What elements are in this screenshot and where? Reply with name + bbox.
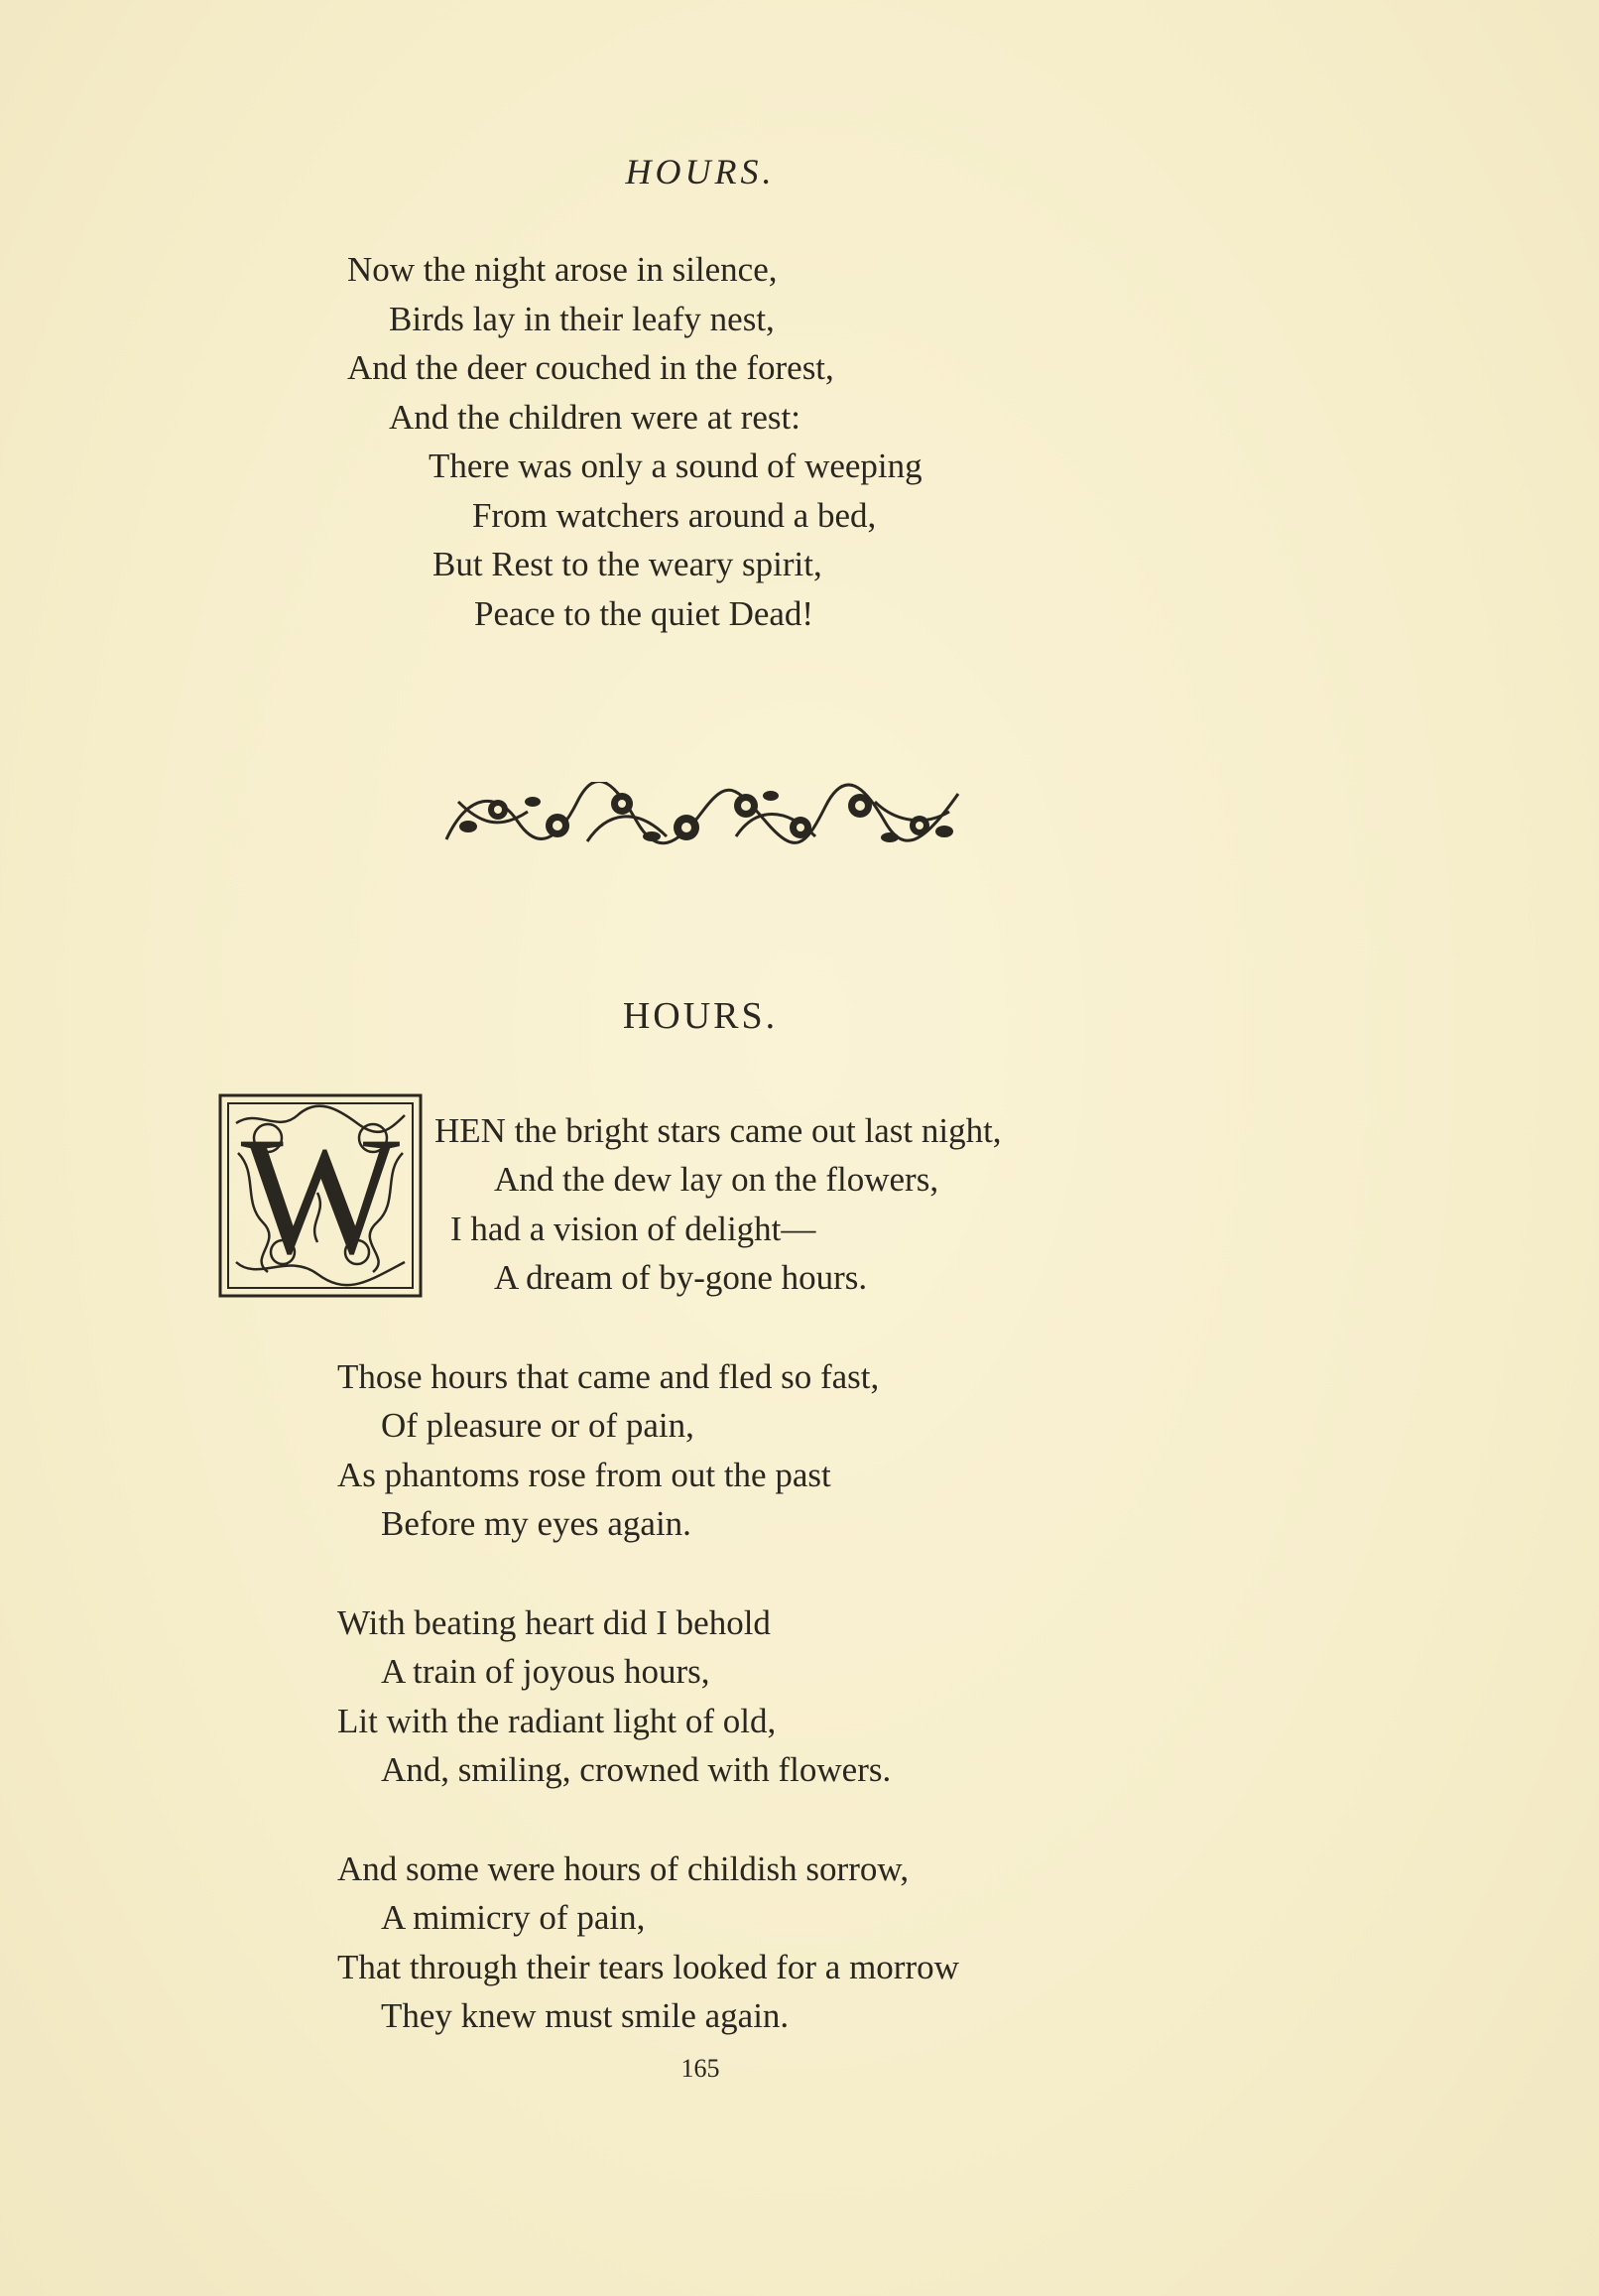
page-number: 165 <box>680 2054 720 2083</box>
poem1-line: And the deer couched in the forest, <box>347 348 834 387</box>
poem2-line: A dream of by-gone hours. <box>494 1258 868 1297</box>
poem2-line: A mimicry of pain, <box>381 1898 646 1937</box>
poem1-line: And the children were at rest: <box>389 398 800 437</box>
poem2-line: Those hours that came and fled so fast, <box>337 1357 880 1396</box>
poem1-line: Peace to the quiet Dead! <box>474 594 814 633</box>
poem1-line: From watchers around a bed, <box>472 496 877 535</box>
poem1-line: There was only a sound of weeping <box>429 446 922 485</box>
poem2-line: Lit with the radiant light of old, <box>337 1702 777 1740</box>
running-head: HOURS. <box>625 152 776 191</box>
poem2-line: And the dew lay on the flowers, <box>494 1160 939 1199</box>
poem2-line: And, smiling, crowned with flowers. <box>381 1750 892 1789</box>
poem2-line: And some were hours of childish sorrow, <box>337 1850 910 1888</box>
poem2-line: They knew must smile again. <box>381 1996 790 2035</box>
poem2-line: Before my eyes again. <box>381 1504 691 1543</box>
poem2-line: Of pleasure or of pain, <box>381 1406 694 1445</box>
floral-vine-ornament-icon <box>438 782 966 851</box>
poem1-line: But Rest to the weary spirit, <box>432 545 822 583</box>
drop-cap-letter: W <box>240 1102 401 1289</box>
poem1-line: Now the night arose in silence, <box>347 250 778 289</box>
poem2-line: As phantoms rose from out the past <box>337 1456 831 1494</box>
poem2-line: That through their tears looked for a morrow <box>337 1948 959 1986</box>
poem2-line: With beating heart did I behold <box>337 1603 771 1642</box>
poem-title: HOURS. <box>622 995 779 1037</box>
poem2-line: HEN the bright stars came out last night, <box>434 1111 1002 1150</box>
poem1-line: Birds lay in their leafy nest, <box>389 300 775 338</box>
poem2-line: A train of joyous hours, <box>381 1652 710 1691</box>
poem2-line: I had a vision of delight— <box>450 1210 816 1248</box>
